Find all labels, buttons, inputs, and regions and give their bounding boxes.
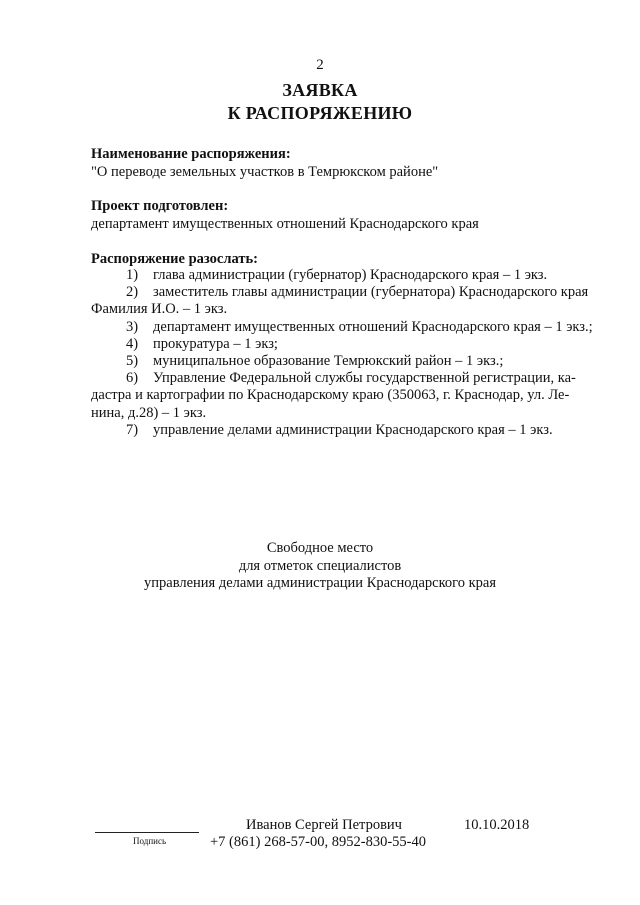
free-space-subheading: для отметок специалистов (238, 558, 402, 574)
list-item-number: 5) (126, 353, 139, 369)
order-name-label: Наименование распоряжения: (91, 146, 291, 162)
list-item-number: 2) (126, 284, 139, 300)
prepared-by-label: Проект подготовлен: (91, 198, 229, 214)
list-item-text: глава администрации (губернатор) Краснодарского края – 1 экз. (153, 267, 548, 283)
list-item-text: заместитель главы администрации (губернатора) Краснодарского края (153, 284, 589, 300)
free-space-heading: Свободное место (266, 540, 374, 556)
list-item-text: муниципальное образование Темрюкский район – 1 экз.; (153, 353, 504, 369)
list-item-text-continued: дастра и картографии по Краснодарскому краю (350063, г. Краснодар, ул. Ле- (91, 387, 570, 403)
document-date: 10.10.2018 (464, 817, 530, 833)
list-item-number: 6) (126, 370, 139, 386)
free-space-department: управления делами администрации Краснодарского края (144, 575, 496, 591)
signer-phones: +7 (861) 268-57-00, 8952-830-55-40 (210, 834, 426, 850)
list-item-number: 3) (126, 319, 139, 335)
signature-caption: Подпись (133, 836, 167, 846)
list-item-number: 1) (126, 267, 139, 283)
prepared-by-value: департамент имущественных отношений Краснодарского края (91, 216, 479, 232)
signer-name: Иванов Сергей Петрович (246, 817, 402, 833)
document-subtitle: К РАСПОРЯЖЕНИЮ (227, 103, 413, 123)
list-item-text: департамент имущественных отношений Краснодарского края – 1 экз.; (153, 319, 593, 335)
page-number: 2 (316, 57, 324, 73)
list-item-text-continued: нина, д.28) – 1 экз. (91, 405, 207, 421)
document-title: ЗАЯВКА (282, 80, 358, 100)
list-item-number: 7) (126, 422, 139, 438)
order-name-value: "О переводе земельных участков в Темрюкском районе" (91, 164, 439, 180)
list-item-text: Управление Федеральной службы государственной регистрации, ка- (153, 370, 576, 386)
signature-line (95, 832, 199, 833)
distribution-label: Распоряжение разослать: (91, 251, 258, 267)
list-item-text: управление делами администрации Краснодарского края – 1 экз. (153, 422, 553, 438)
list-item-text: прокуратура – 1 экз; (153, 336, 278, 352)
list-item-text-continued: Фамилия И.О. – 1 экз. (91, 301, 228, 317)
list-item-number: 4) (126, 336, 139, 352)
